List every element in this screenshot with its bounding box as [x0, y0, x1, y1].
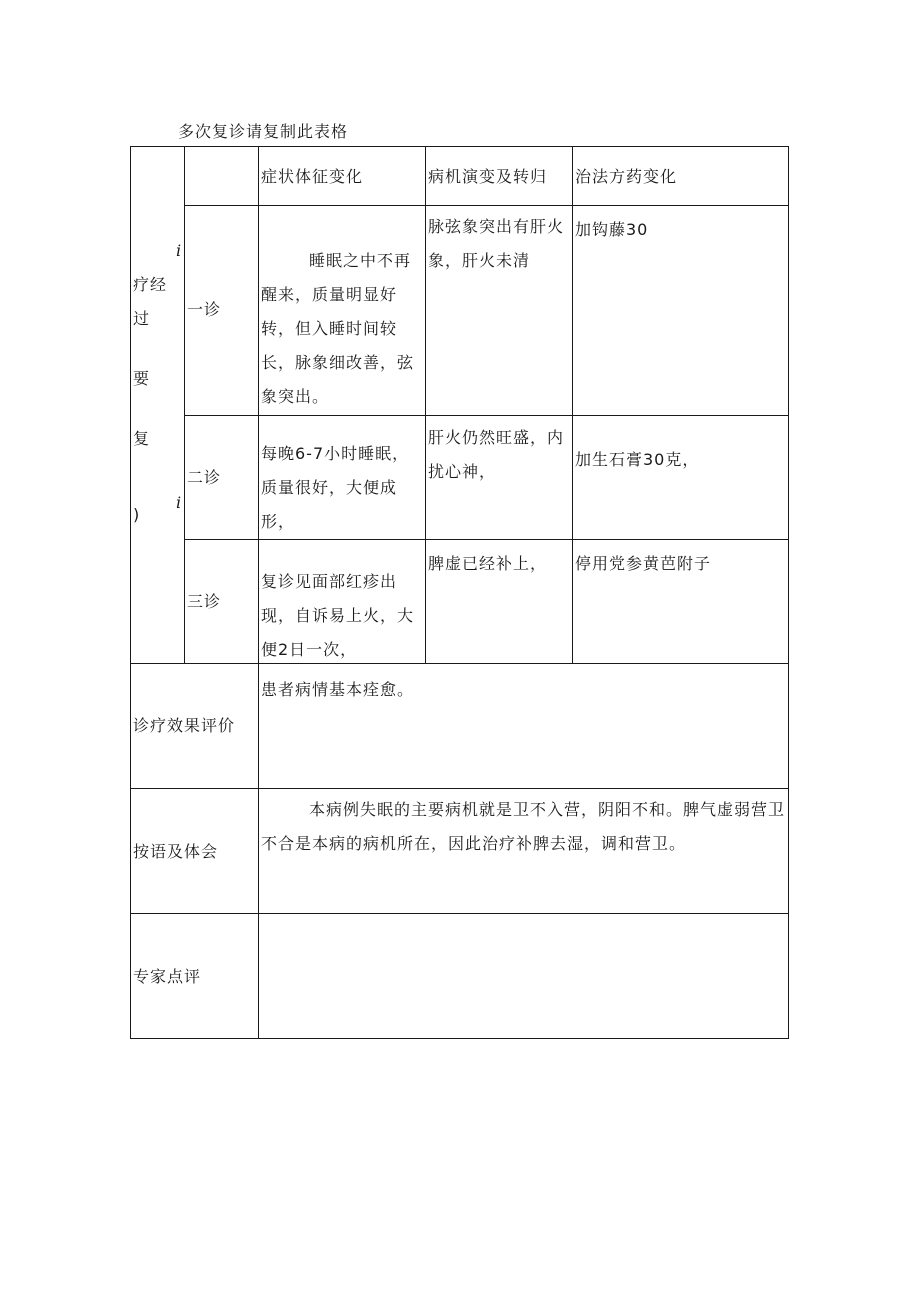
process-label: [133, 268, 167, 532]
copy-table-note: 多次复诊请复制此表格: [178, 122, 349, 141]
evaluation-label: 诊疗效果评价: [133, 716, 236, 735]
row-divider: [131, 663, 788, 664]
process-label-part: 要: [133, 369, 151, 388]
visit-pathogenesis: 脉弦象突出有肝火象，肝火未清: [428, 217, 565, 270]
visit-treatment: 停用党参黄芭附子: [575, 554, 712, 573]
visit-label: 二诊: [187, 468, 222, 487]
row-divider: [184, 415, 788, 416]
commentary-label: 按语及体会: [133, 842, 219, 861]
header-treatment: 治法方药变化: [575, 167, 678, 186]
row-divider: [184, 539, 788, 540]
column-divider: [425, 147, 426, 663]
visit-pathogenesis: 肝火仍然旺盛，内扰心神，: [428, 428, 565, 481]
column-divider: [572, 147, 573, 663]
stray-mark: i: [176, 493, 182, 512]
visit-pathogenesis: 脾虚已经补上，: [428, 554, 548, 573]
header-pathogenesis: 病机演变及转归: [428, 167, 548, 186]
visit-treatment: 加钩藤30: [575, 220, 649, 239]
followup-table: [130, 146, 789, 1039]
row-divider: [184, 205, 788, 206]
visit-treatment: 加生石膏30克，: [575, 450, 700, 469]
evaluation-content: 患者病情基本痊愈。: [261, 680, 415, 699]
visit-label: 一诊: [187, 300, 222, 319]
column-divider: [184, 147, 185, 663]
process-label-part: 过: [133, 309, 151, 328]
visit-symptoms: 睡眠之中不再醒来，质量明显好转，但入睡时间较长，脉象细改善，弦象突出。: [261, 251, 415, 406]
commentary-content: 本病例失眠的主要病机就是卫不入营，阴阳不和。脾气虚弱营卫不合是本病的病机所在，因此治疗补脾去湿，调和营卫。: [261, 800, 786, 853]
visit-label: 三诊: [187, 592, 222, 611]
row-divider: [131, 788, 788, 789]
visit-symptoms: 复诊见面部红疹出现，自诉易上火，大便2日一次，: [261, 572, 415, 659]
process-label-part: 复: [133, 429, 151, 448]
header-symptoms: 症状体征变化: [261, 167, 364, 186]
row-divider: [131, 913, 788, 914]
expert-review-label: 专家点评: [133, 967, 202, 986]
visit-symptoms: 每晚6-7小时睡眠，质量很好，大便成形，: [261, 444, 410, 531]
column-divider: [258, 147, 259, 1038]
process-label-part: ): [133, 505, 141, 524]
stray-mark: i: [176, 241, 182, 260]
process-label-part: 疗经: [133, 275, 168, 294]
